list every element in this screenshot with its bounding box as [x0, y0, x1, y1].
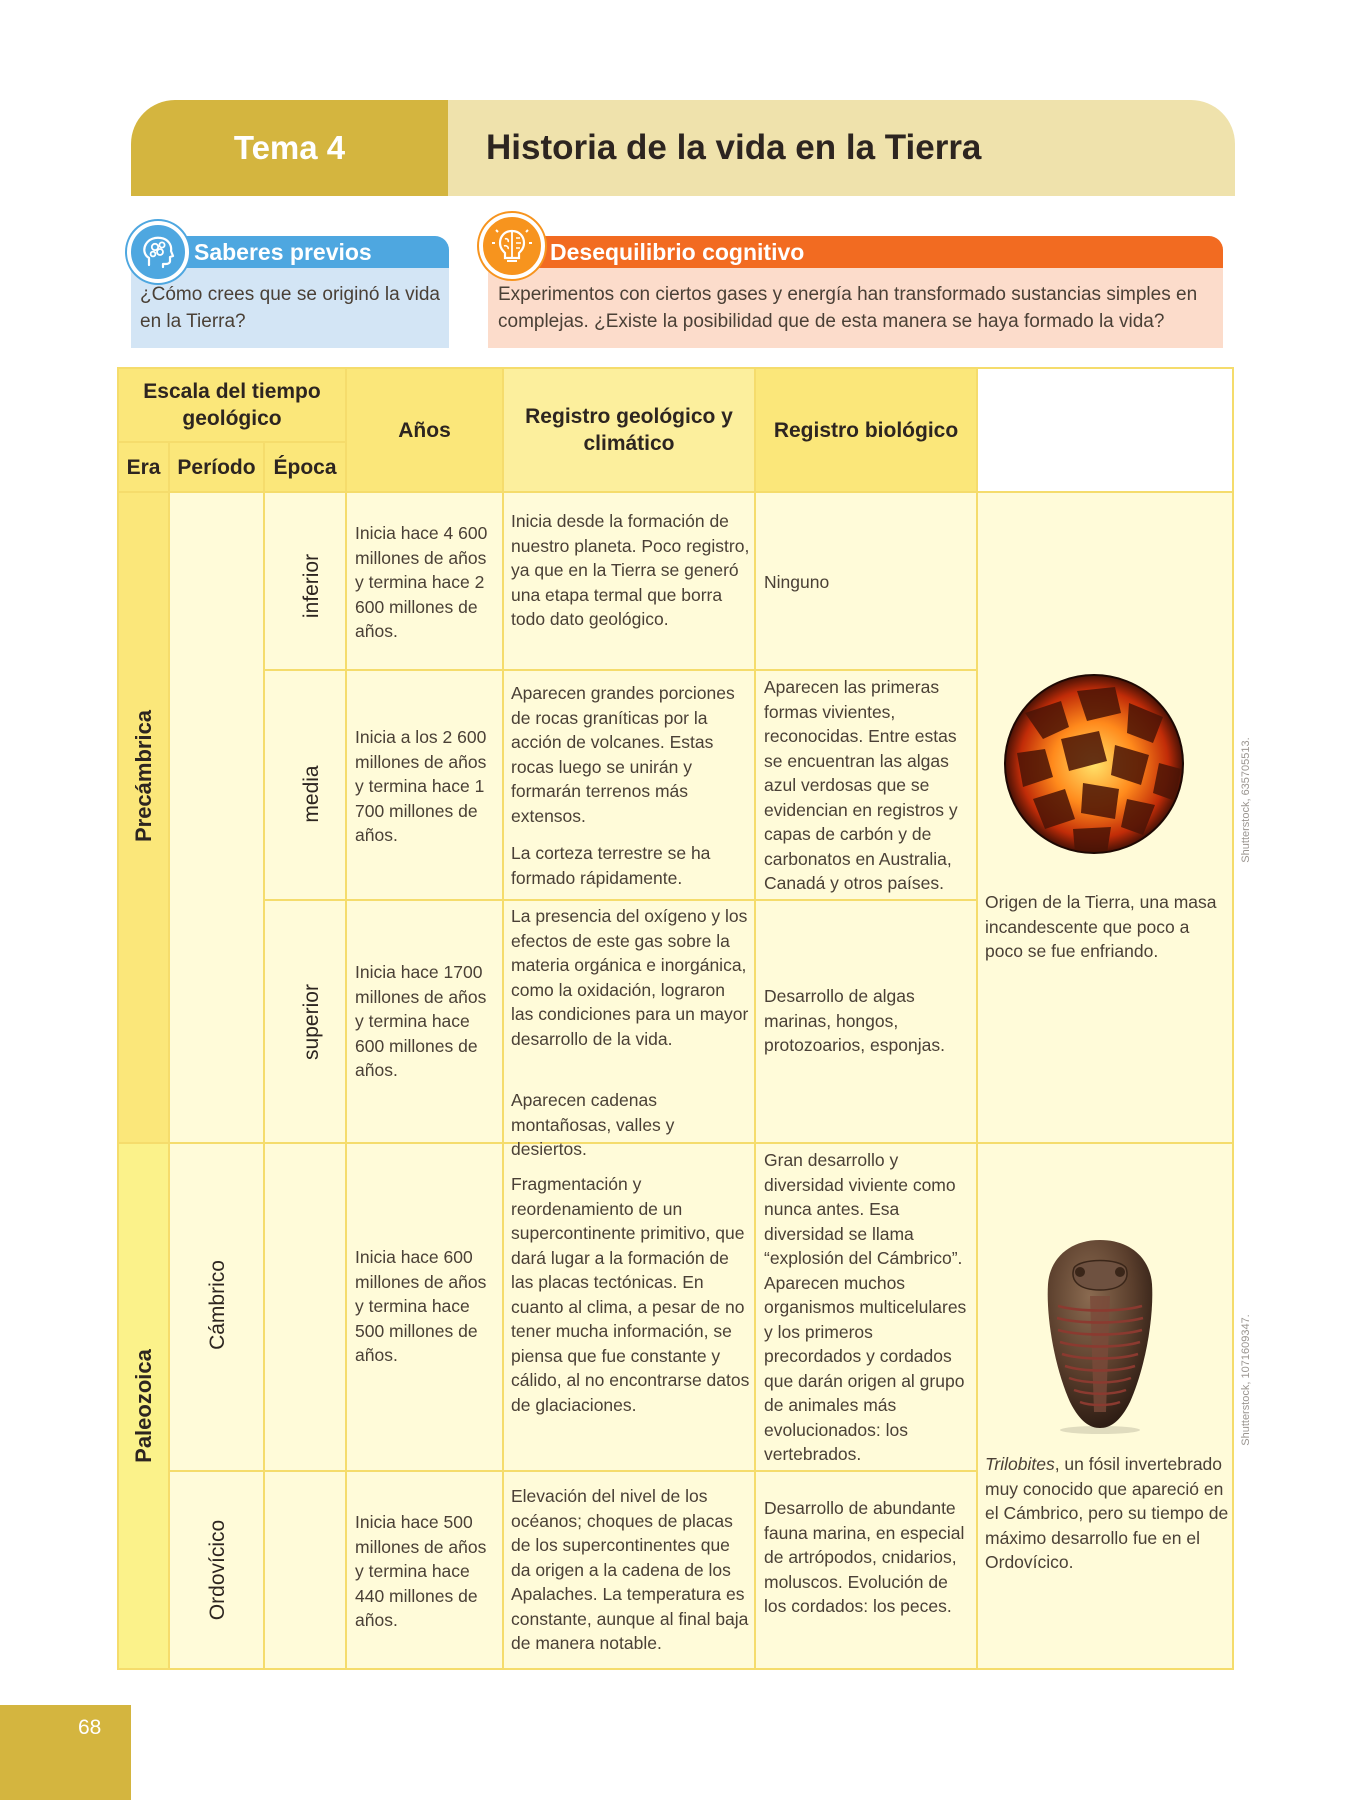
header-years: Años — [398, 418, 451, 442]
media-geo: Aparecen grandes porciones de rocas graníticas por la acción de volcanes. Estas rocas luego se unirán y formarán terrenos más extensos. — [511, 683, 735, 826]
ordovicico-bio: Desarrollo de abundante fauna marina, en especial de artrópodos, cnidarios, moluscos. Evolución de los cordados: los peces. — [764, 1498, 965, 1616]
header-scale: Escala del tiempo geológico — [143, 379, 321, 430]
earth-caption: Origen de la Tierra, una masa incandescente que poco a poco se fue enfriando. — [985, 892, 1217, 961]
era-precambrica: Precámbrica — [131, 709, 156, 843]
trilobite-fossil-image — [1040, 1236, 1160, 1434]
brain-head-icon — [127, 221, 189, 283]
inferior-bio: Ninguno — [764, 572, 830, 592]
page-number: 68 — [78, 1716, 102, 1739]
epoch-inferior: inferior — [300, 553, 323, 619]
cambrico-geo: Fragmentación y reordenamiento de un supercontinente primitivo, que dará lugar a la formación de las placas tectónicas. En cuanto al clima, a pesar de no tener mucha información, se piensa que fue constante y cálido, al no encontrarse datos de glaciaciones. — [511, 1174, 750, 1415]
cambrico-years: Inicia hace 600 millones de años y termina hace 500 millones de años. — [355, 1247, 487, 1365]
trilobite-caption-species: Trilobites — [985, 1454, 1055, 1474]
earth-magma-image — [1003, 673, 1185, 855]
page-title: Historia de la vida en la Tierra — [486, 128, 982, 167]
desequilibrio-text: Experimentos con ciertos gases y energía han transformado sustancias simples en complejas. ¿Existe la posibilidad que de esta manera se haya formado la vida? — [498, 284, 1198, 332]
earth-credit: Shutterstock, 635705513. — [1240, 737, 1252, 863]
header-geo: Registro geológico y climático — [525, 405, 733, 455]
header-bio: Registro biológico — [773, 418, 959, 442]
trilobite-caption — [985, 1452, 1229, 1575]
superior-geo-2: Aparecen cadenas montañosas, valles y desiertos. — [511, 1090, 675, 1159]
topic-label: Tema 4 — [233, 129, 346, 166]
superior-bio: Desarrollo de algas marinas, hongos, protozoarios, esponjas. — [764, 986, 945, 1055]
cambrico-bio: Gran desarrollo y diversidad viviente como nunca antes. Esa diversidad se llama “explosión del Cámbrico”. Aparecen muchos organismos multicelulares y los primeros precordados y cordados que darán origen al grupo de animales más evolucionados: los vertebrados. — [764, 1150, 967, 1464]
inferior-geo: Inicia desde la formación de nuestro planeta. Poco registro, ya que en la Tierra se generó una etapa termal que borra todo dato geológico. — [511, 511, 750, 629]
lightbulb-brain-icon — [479, 213, 545, 279]
ordovicico-geo: Elevación del nivel de los océanos; choques de placas de los supercontinentes que da origen a la cadena de los Apalaches. La temperatura es constante, aunque al final baja de manera notable. — [511, 1486, 749, 1653]
page-number-box — [0, 1705, 131, 1800]
saberes-question: ¿Cómo crees que se originó la vida en la Tierra? — [140, 284, 440, 332]
superior-geo: La presencia del oxígeno y los efectos de este gas sobre la materia orgánica e inorgánica, como la oxidación, lograron las condiciones para un mayor desarrollo de la vida. — [511, 906, 749, 1049]
header-image-bg — [977, 368, 1233, 492]
media-bio: Aparecen las primeras formas vivientes, reconocidas. Entre estas se encuentran las algas azul verdosas que se evidencian en registros y capas de carbón y de carbonatos en Australia, Canadá y otros países. — [764, 677, 958, 893]
ordovicico-years: Inicia hace 500 millones de años y termina hace 440 millones de años. — [355, 1512, 487, 1630]
saberes-title: Saberes previos — [194, 239, 372, 265]
header-period: Período — [177, 456, 256, 479]
desequilibrio-title: Desequilibrio cognitivo — [550, 239, 805, 265]
header-epoch: Época — [273, 456, 337, 479]
media-years: Inicia a los 2 600 millones de años y termina hace 1 700 millones de años. — [355, 727, 487, 845]
trilobite-caption-text: , un fósil invertebrado muy conocido que apareció en el Cámbrico, pero su tiempo de máximo desarrollo fue en el Ordovícico. — [985, 1454, 1229, 1572]
period-ordovicico: Ordovícico — [206, 1519, 229, 1621]
epoch-superior: superior — [300, 984, 323, 1060]
trilobite-credit: Shutterstock, 1071609347. — [1240, 1314, 1252, 1446]
period-cambrico: Cámbrico — [206, 1260, 229, 1350]
era-paleozoica: Paleozoica — [131, 1349, 156, 1463]
media-geo-2: La corteza terrestre se ha formado rápidamente. — [511, 843, 711, 888]
superior-years: Inicia hace 1700 millones de años y termina hace 600 millones de años. — [355, 962, 487, 1080]
header-era: Era — [126, 456, 161, 479]
epoch-media: media — [300, 765, 323, 823]
inferior-years: Inicia hace 4 600 millones de años y termina hace 2 600 millones de años. — [355, 523, 488, 641]
